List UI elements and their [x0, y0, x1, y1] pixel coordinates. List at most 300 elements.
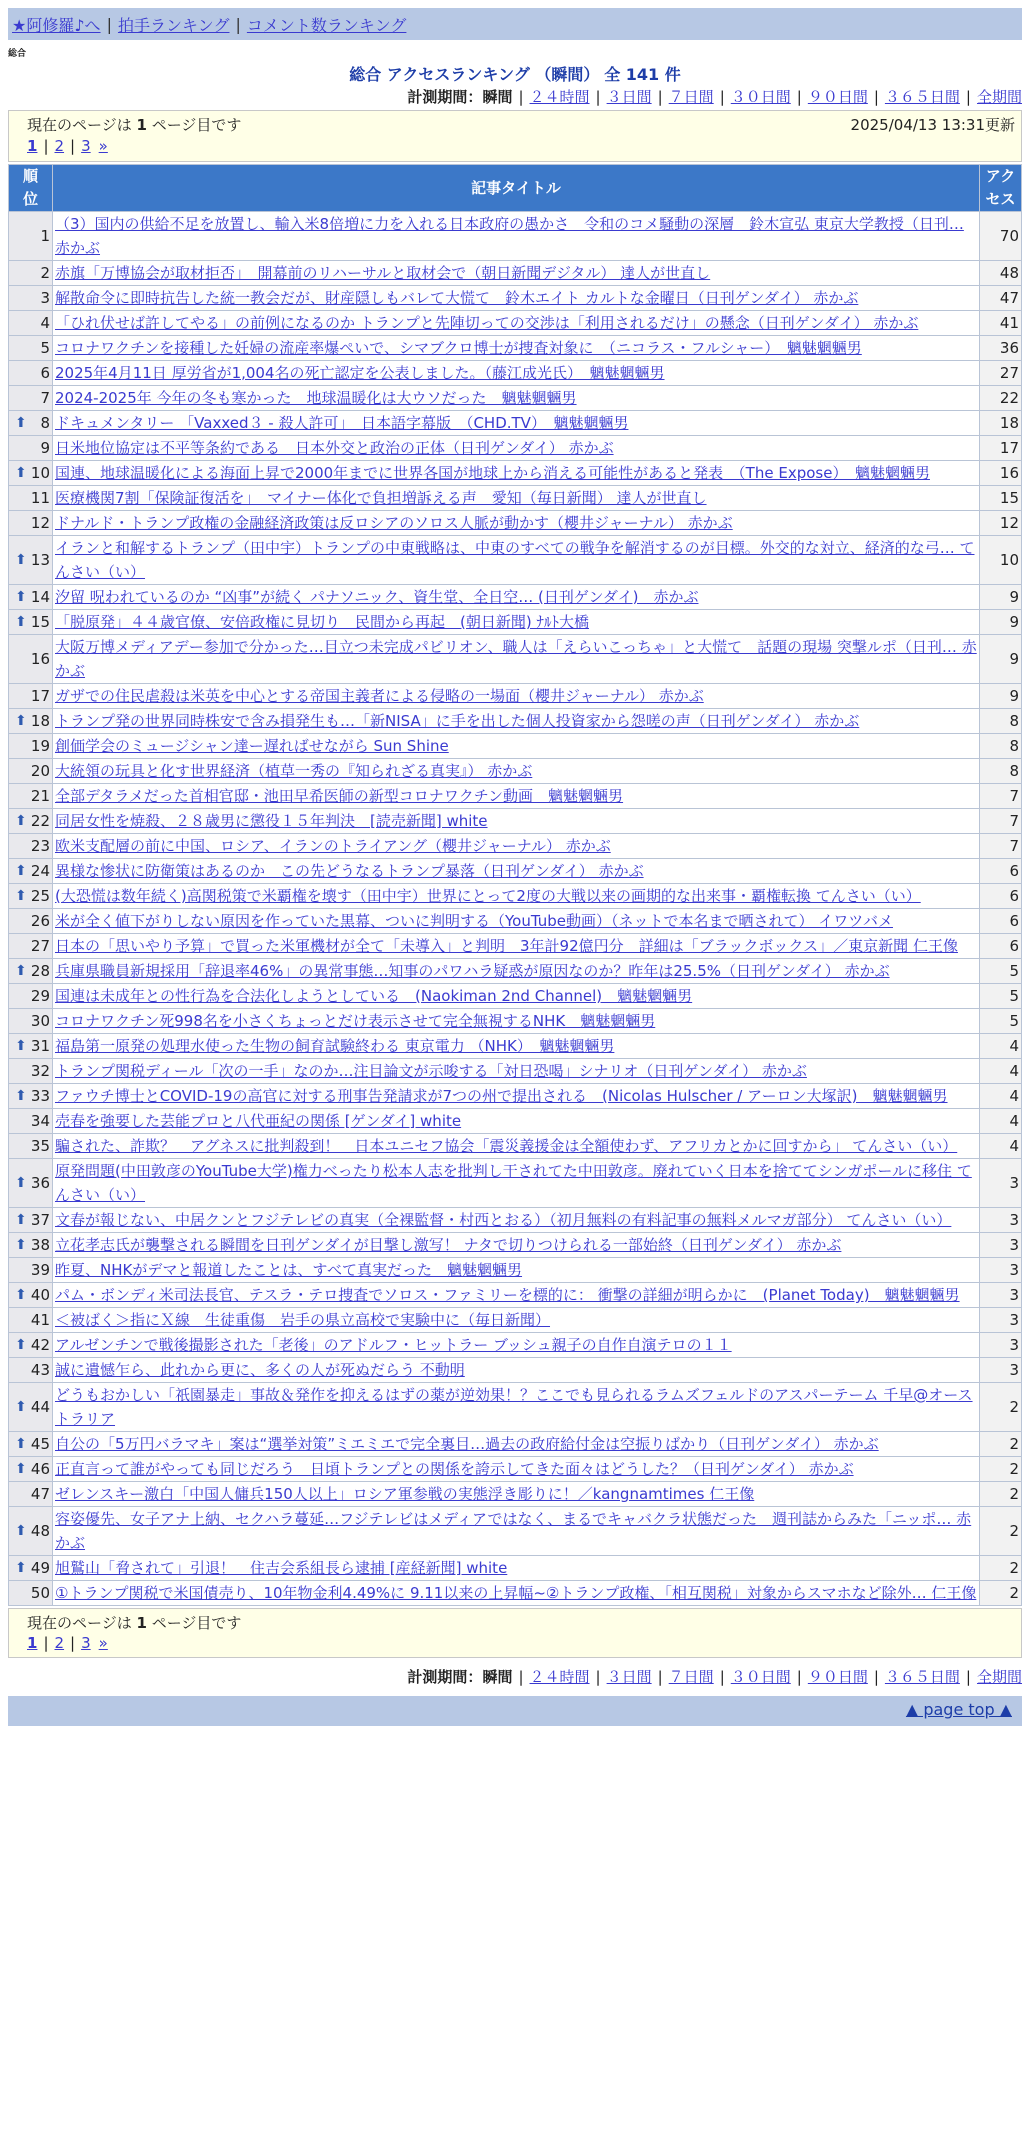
rank-number: 31 — [30, 1037, 50, 1055]
page-info-box-bottom — [8, 1608, 1022, 1658]
article-title-link[interactable]: 大統領の玩具と化す世界経済（植草一秀の『知られざる真実』） 赤かぶ — [55, 762, 533, 780]
rank-cell — [9, 984, 53, 1009]
access-count: 27 — [980, 361, 1022, 386]
article-title-link[interactable]: 創価学会のミュージシャン達ー遅ればせながら Sun Shine — [55, 737, 449, 755]
rank-cell — [9, 311, 53, 336]
table-row — [9, 1159, 1022, 1208]
article-title-link[interactable]: コロナワクチンを接種した妊婦の流産率爆ぺいで、シマブクロ博士が捜査対象に （ニコラス・フルシャー） 魑魅魍魎男 — [55, 339, 862, 357]
title-cell — [53, 709, 980, 734]
footer-bar — [8, 1696, 1022, 1726]
title-cell — [53, 1233, 980, 1258]
up-arrow-icon: ⬆ — [15, 1436, 27, 1452]
rank-cell — [9, 212, 53, 261]
access-count: 15 — [980, 486, 1022, 511]
article-title-link[interactable]: ドナルド・トランプ政権の金融経済政策は反ロシアのソロス人脈が動かす（櫻井ジャーナル） 赤かぶ — [55, 514, 733, 532]
rank-number: 29 — [30, 987, 50, 1005]
table-row — [9, 959, 1022, 984]
up-arrow-icon: ⬆ — [15, 1399, 27, 1415]
rank-number: 42 — [30, 1336, 50, 1354]
access-count: 3 — [980, 1233, 1022, 1258]
article-title-link[interactable]: (大恐慌は数年続く)高関税策で米覇権を壊す（田中宇）世界にとって2度の大戦以来の画期的な出来事・覇権転換 てんさい（い） — [55, 887, 921, 905]
page-info-suffix: ページ目です — [151, 116, 242, 134]
rank-cell — [9, 1233, 53, 1258]
article-title-link[interactable]: 旭鷲山「脅されて」引退！ 住吉会系組長ら逮捕 [産経新聞] white — [55, 1559, 508, 1577]
access-count: 2 — [980, 1556, 1022, 1581]
period-link[interactable]: ３０日間 — [730, 1668, 791, 1686]
period-separator: | — [796, 1668, 802, 1686]
period-current: 瞬間 — [482, 1668, 513, 1686]
up-arrow-icon: ⬆ — [15, 589, 27, 605]
pager-next-link[interactable]: » — [98, 1634, 108, 1652]
article-title-link[interactable]: アルゼンチンで戦後撮影された「老後」のアドルフ・ヒットラー ブッシュ親子の自作自演テロの１１ — [55, 1336, 732, 1354]
rank-cell — [9, 1507, 53, 1556]
article-title-link[interactable]: 日米地位協定は不平等条約である 日本外交と政治の正体（日刊ゲンダイ） 赤かぶ — [55, 439, 614, 457]
rank-number: 18 — [30, 712, 50, 730]
table-row — [9, 759, 1022, 784]
up-arrow-icon: ⬆ — [15, 552, 27, 568]
period-label: 計測期間： — [407, 1668, 483, 1686]
up-arrow-icon: ⬆ — [15, 863, 27, 879]
access-count: 6 — [980, 884, 1022, 909]
article-title-link[interactable]: 自公の「5万円バラマキ」案は“選挙対策”ミエミエで完全裏目…過去の政府給付金は空振りばかり（日刊ゲンダイ） 赤かぶ — [55, 1435, 879, 1453]
access-count: 10 — [980, 536, 1022, 585]
rank-cell — [9, 1432, 53, 1457]
title-cell — [53, 909, 980, 934]
access-count: 36 — [980, 336, 1022, 361]
top-nav-bar — [8, 8, 1022, 40]
up-arrow-icon: ⬆ — [15, 713, 27, 729]
title-cell — [53, 1308, 980, 1333]
rank-number: 17 — [30, 687, 50, 705]
rank-number: 38 — [30, 1236, 50, 1254]
rank-number: 34 — [30, 1112, 50, 1130]
access-count: 7 — [980, 834, 1022, 859]
rank-cell — [9, 511, 53, 536]
access-count: 48 — [980, 261, 1022, 286]
up-arrow-icon: ⬆ — [15, 813, 27, 829]
table-row — [9, 934, 1022, 959]
rank-number: 23 — [30, 837, 50, 855]
rank-number: 46 — [30, 1460, 50, 1478]
page-top-link[interactable]: ▲ page top ▲ — [905, 1700, 1012, 1719]
table-row — [9, 834, 1022, 859]
rank-number: 41 — [30, 1311, 50, 1329]
rank-cell — [9, 1084, 53, 1109]
access-count: 3 — [980, 1208, 1022, 1233]
period-link[interactable]: ３６５日間 — [884, 1668, 960, 1686]
up-arrow-icon: ⬆ — [15, 415, 27, 431]
rank-cell — [9, 461, 53, 486]
period-separator: | — [595, 1668, 601, 1686]
table-row — [9, 909, 1022, 934]
rank-cell — [9, 909, 53, 934]
rank-cell — [9, 1383, 53, 1432]
rank-cell — [9, 1358, 53, 1383]
rank-number: 49 — [30, 1559, 50, 1577]
rank-number: 27 — [30, 937, 50, 955]
access-count: 7 — [980, 784, 1022, 809]
page-info-prefix: 現在のページは — [27, 1614, 132, 1632]
table-row — [9, 884, 1022, 909]
access-count: 5 — [980, 984, 1022, 1009]
article-title-link[interactable]: コロナワクチン死998名を小さくちょっとだけ表示させて完全無視するNHK 魑魅魍魎男 — [55, 1012, 656, 1030]
access-count: 4 — [980, 1084, 1022, 1109]
title-cell — [53, 809, 980, 834]
page-info-current: 1 — [136, 116, 147, 134]
rank-cell — [9, 486, 53, 511]
table-row — [9, 261, 1022, 286]
rank-number: 11 — [30, 489, 50, 507]
article-title-link[interactable]: 売春を強要した芸能プロと八代亜紀の関係 [ゲンダイ] white — [55, 1112, 462, 1130]
applause-ranking-link[interactable]: 拍手ランキング — [117, 15, 230, 35]
rank-cell — [9, 336, 53, 361]
access-count: 2 — [980, 1507, 1022, 1556]
period-link[interactable]: 全期間 — [976, 88, 1022, 106]
period-separator: | — [719, 88, 725, 106]
rank-number: 26 — [30, 912, 50, 930]
period-separator: | — [873, 88, 879, 106]
article-title-link[interactable]: 騙された、詐欺？ アグネスに批判殺到！ 日本ユニセフ協会「震災義援金は全額使わず、アフリカとかに回すから」 てんさい（い） — [55, 1137, 958, 1155]
rank-number: 37 — [30, 1211, 50, 1229]
period-label: 計測期間： — [407, 88, 483, 106]
up-arrow-icon: ⬆ — [15, 614, 27, 630]
article-title-link[interactable]: 汐留 呪われているのか “凶事”が続く パナソニック、資生堂、全日空… (日刊ゲンダイ) 赤かぶ — [55, 588, 699, 606]
article-title-link[interactable]: 解散命令に即時抗告した統一教会だが、財産隠しもバレて大慌て 鈴木エイト カルトな金曜日（日刊ゲンダイ） 赤かぶ — [55, 289, 859, 307]
up-arrow-icon: ⬆ — [15, 1560, 27, 1576]
access-count: 2 — [980, 1383, 1022, 1432]
rank-cell — [9, 1134, 53, 1159]
access-count: 9 — [980, 635, 1022, 684]
up-arrow-icon: ⬆ — [15, 465, 27, 481]
title-cell — [53, 1383, 980, 1432]
rank-number: 45 — [30, 1435, 50, 1453]
up-arrow-icon: ⬆ — [15, 1337, 27, 1353]
access-count: 6 — [980, 934, 1022, 959]
table-row — [9, 1581, 1022, 1606]
rank-cell — [9, 1059, 53, 1084]
table-row — [9, 809, 1022, 834]
access-count: 9 — [980, 585, 1022, 610]
rank-cell — [9, 436, 53, 461]
period-link[interactable]: ７日間 — [668, 88, 714, 106]
article-title-link[interactable]: ゼレンスキー激白「中国人傭兵150人以上」ロシア軍参戦の実態浮き彫りに！／kangnamtimes 仁王像 — [55, 1485, 755, 1503]
table-row — [9, 734, 1022, 759]
article-title-link[interactable]: 容姿優先、女子アナ上納、セクハラ蔓延…フジテレビはメディアではなく、まるでキャバクラ状態だった 週刊誌からみた「ニッポ… 赤かぶ — [55, 1510, 972, 1552]
title-cell — [53, 984, 980, 1009]
table-row — [9, 859, 1022, 884]
title-cell — [53, 511, 980, 536]
article-title-link[interactable]: 異様な惨状に防衛策はあるのか この先どうなるトランプ暴落（日刊ゲンダイ） 赤かぶ — [55, 862, 644, 880]
rank-cell — [9, 784, 53, 809]
table-row — [9, 610, 1022, 635]
article-title-link[interactable]: 米が全く値下がりしない原因を作っていた黒幕、ついに判明する（YouTube動画）（ネットで本名まで晒されて） イワツバメ — [55, 912, 893, 930]
title-cell — [53, 834, 980, 859]
pager-page-link[interactable]: 3 — [81, 1634, 91, 1652]
rank-cell — [9, 635, 53, 684]
access-count: 17 — [980, 436, 1022, 461]
up-arrow-icon: ⬆ — [15, 888, 27, 904]
table-row — [9, 1084, 1022, 1109]
rank-number: 44 — [30, 1398, 50, 1416]
period-link[interactable]: ３日間 — [606, 1668, 652, 1686]
table-row — [9, 1233, 1022, 1258]
pager-current[interactable]: 1 — [27, 1634, 38, 1652]
article-title-link[interactable]: 国連、地球温暖化による海面上昇で2000年までに世界各国が地球上から消える可能性があると発表 （The Expose） 魑魅魍魎男 — [55, 464, 930, 482]
table-row — [9, 784, 1022, 809]
article-title-link[interactable]: 文春が報じない、中居クンとフジテレビの真実（全裸監督・村西とおる）（初月無料の有料記事の無料メルマガ部分） てんさい（い） — [55, 1211, 952, 1229]
article-title-link[interactable]: 医療機関7割「保険証復活を」 マイナー体化で負担増訴える声 愛知（毎日新聞） 達人が世直し — [55, 489, 707, 507]
rank-number: 12 — [30, 514, 50, 532]
access-count: 47 — [980, 286, 1022, 311]
article-title-link[interactable]: 大阪万博メディアデー参加で分かった…目立つ未完成パビリオン、職人は「えらいこっちゃ」と大慌て 話題の現場 突撃ルポ（日刊… 赤かぶ — [55, 638, 977, 680]
period-selector-bottom — [407, 1666, 1022, 1687]
article-title-link[interactable]: 「脱原発」４４歳官僚、安倍政権に見切り 民間から再起 (朝日新聞) ﾅﾙﾄ大橋 — [55, 613, 589, 631]
rank-number: 20 — [30, 762, 50, 780]
rank-number: 28 — [30, 962, 50, 980]
table-row — [9, 1134, 1022, 1159]
access-count: 22 — [980, 386, 1022, 411]
title-cell — [53, 486, 980, 511]
period-link[interactable]: ２４時間 — [529, 88, 590, 106]
rank-cell — [9, 1308, 53, 1333]
title-cell — [53, 261, 980, 286]
article-title-link[interactable]: トランプ関税ディール「次の一手」なのか…注目論文が示唆する「対日恐喝」シナリオ（日刊ゲンダイ） 赤かぶ — [55, 1062, 807, 1080]
period-link[interactable]: ３日間 — [606, 88, 652, 106]
article-title-link[interactable]: 誠に遺憾乍ら、此れから更に、多くの人が死ぬだらう 不動明 — [55, 1361, 465, 1379]
pagination-top — [27, 137, 108, 155]
article-title-link[interactable]: 同居女性を焼殺、２８歳男に懲役１５年判決 [読売新聞] white — [55, 812, 488, 830]
rank-number: 1 — [40, 227, 50, 245]
table-row — [9, 336, 1022, 361]
rank-number: 5 — [40, 339, 50, 357]
up-arrow-icon: ⬆ — [15, 963, 27, 979]
table-header-row — [9, 165, 1022, 212]
rank-column-header: 順位 — [9, 165, 53, 212]
page-info-box-top — [8, 110, 1022, 162]
title-column-header: 記事タイトル — [53, 165, 980, 212]
access-count: 9 — [980, 684, 1022, 709]
period-link[interactable]: 全期間 — [976, 1668, 1022, 1686]
rank-cell — [9, 1258, 53, 1283]
rank-cell — [9, 386, 53, 411]
title-cell — [53, 1457, 980, 1482]
title-cell — [53, 635, 980, 684]
rank-number: 21 — [30, 787, 50, 805]
table-row — [9, 1258, 1022, 1283]
rank-cell — [9, 1482, 53, 1507]
table-row — [9, 536, 1022, 585]
rank-cell — [9, 884, 53, 909]
article-title-link[interactable]: 正直言って誰がやっても同じだろう 日頃トランプとの関係を誇示してきた面々はどうした？（日刊ゲンダイ） 赤かぶ — [55, 1460, 854, 1478]
title-cell — [53, 1134, 980, 1159]
period-separator: | — [657, 88, 663, 106]
page-info-suffix: ページ目です — [151, 1614, 242, 1632]
up-arrow-icon: ⬆ — [15, 1461, 27, 1477]
article-title-link[interactable]: 原発問題(中田敦彦のYouTube大学)権力べったり松本人志を批判し干されてた中田敦彦。廃れていく日本を捨ててシンガポールに移住 てんさい（い） — [55, 1162, 972, 1204]
table-row — [9, 1208, 1022, 1233]
access-count: 4 — [980, 1109, 1022, 1134]
comment-ranking-link[interactable]: コメント数ランキング — [246, 15, 407, 35]
table-row — [9, 1109, 1022, 1134]
up-arrow-icon: ⬆ — [15, 1038, 27, 1054]
period-separator: | — [796, 88, 802, 106]
title-cell — [53, 959, 980, 984]
table-row — [9, 984, 1022, 1009]
title-cell — [53, 1581, 980, 1606]
rank-cell — [9, 759, 53, 784]
rank-cell — [9, 809, 53, 834]
table-row — [9, 1059, 1022, 1084]
rank-number: 4 — [40, 314, 50, 332]
access-count: 3 — [980, 1358, 1022, 1383]
title-cell — [53, 1009, 980, 1034]
page-heading — [0, 62, 1030, 85]
updated-timestamp: 2025/04/13 13:31更新 — [850, 116, 1015, 134]
rank-number: 50 — [30, 1584, 50, 1602]
rank-cell — [9, 934, 53, 959]
rank-number: 13 — [30, 551, 50, 569]
article-title-link[interactable]: ①トランプ関税で米国債売り、10年物金利4.49%に 9.11以来の上昇幅~②トランプ政権、「相互関税」対象からスマホなど除外… 仁王像 — [55, 1584, 977, 1602]
rank-number: 25 — [30, 887, 50, 905]
access-count: 4 — [980, 1034, 1022, 1059]
up-arrow-icon: ⬆ — [15, 1212, 27, 1228]
title-cell — [53, 1109, 980, 1134]
pager-separator: | — [43, 1634, 49, 1652]
access-count: 4 — [980, 1059, 1022, 1084]
access-count: 12 — [980, 511, 1022, 536]
article-title-link[interactable]: 兵庫県職員新規採用「辞退率46%」の異常事態…知事のパワハラ疑惑が原因なのか？昨年は25.5%（日刊ゲンダイ） 赤かぶ — [55, 962, 890, 980]
rank-cell — [9, 734, 53, 759]
article-title-link[interactable]: 赤旗「万博協会が取材拒否」 開幕前のリハーサルと取材会で（朝日新聞デジタル） 達人が世直し — [55, 264, 711, 282]
table-row — [9, 1432, 1022, 1457]
access-count: 3 — [980, 1283, 1022, 1308]
title-cell — [53, 1084, 980, 1109]
period-link[interactable]: ３０日間 — [730, 88, 791, 106]
rank-number: 3 — [40, 289, 50, 307]
period-link[interactable]: ９０日間 — [807, 1668, 868, 1686]
category-label: 総合 — [8, 49, 27, 59]
page-info-current: 1 — [136, 1614, 147, 1632]
pager-page-link[interactable]: 3 — [81, 137, 91, 155]
article-title-link[interactable]: トランプ発の世界同時株安で含み損発生も…「新NISA」に手を出した個人投資家から怨嗟の声（日刊ゲンダイ） 赤かぶ — [55, 712, 860, 730]
article-title-link[interactable]: 国連は未成年との性行為を合法化しようとしている (Naokiman 2nd Channel) 魑魅魍魎男 — [55, 987, 693, 1005]
article-title-link[interactable]: （3）国内の供給不足を放置し、輸入米8倍増に力を入れる日本政府の愚かさ 令和のコメ騒動の深層 鈴木宣弘 東京大学教授（日刊… 赤かぶ — [55, 215, 964, 257]
title-cell — [53, 1258, 980, 1283]
table-row — [9, 311, 1022, 336]
rank-cell — [9, 361, 53, 386]
rank-number: 36 — [30, 1174, 50, 1192]
access-count: 3 — [980, 1159, 1022, 1208]
access-count: 41 — [980, 311, 1022, 336]
table-row — [9, 361, 1022, 386]
pager-page-link[interactable]: 2 — [54, 137, 65, 155]
title-cell — [53, 1358, 980, 1383]
period-link[interactable]: ２４時間 — [529, 1668, 590, 1686]
article-title-link[interactable]: 立花孝志氏が襲撃される瞬間を日刊ゲンダイが目撃し激写！ ナタで切りつけられる一部始終（日刊ゲンダイ） 赤かぶ — [55, 1236, 842, 1254]
article-title-link[interactable]: どうもおかしい「祇園暴走」事故＆発作を抑えるはずの薬が逆効果！？ここでも見られるラムズフェルドのアスパーテーム 千早@オーストラリア — [55, 1386, 973, 1428]
table-row — [9, 709, 1022, 734]
pager-next-link[interactable]: » — [98, 137, 108, 155]
home-link[interactable]: ★阿修羅♪へ — [12, 15, 101, 35]
rank-number: 6 — [40, 364, 50, 382]
period-separator: | — [873, 1668, 879, 1686]
period-link[interactable]: ３６５日間 — [884, 88, 960, 106]
table-row — [9, 436, 1022, 461]
title-cell — [53, 1283, 980, 1308]
table-row — [9, 684, 1022, 709]
rank-number: 10 — [30, 464, 50, 482]
title-cell — [53, 336, 980, 361]
period-link[interactable]: ７日間 — [668, 1668, 714, 1686]
rank-cell — [9, 1009, 53, 1034]
access-count: 3 — [980, 1258, 1022, 1283]
article-title-link[interactable]: ＜被ばく＞指にＸ線 生徒重傷 岩手の県立高校で実験中に（毎日新聞） — [55, 1311, 551, 1329]
article-title-link[interactable]: パム・ボンディ米司法長官、テスラ・テロ捜査でソロス・ファミリーを標的に： 衝撃の詳細が明らかに (Planet Today) 魑魅魍魎男 — [55, 1286, 960, 1304]
title-cell — [53, 610, 980, 635]
article-title-link[interactable]: ガザでの住民虐殺は米英を中心とする帝国主義者による侵略の一場面（櫻井ジャーナル） 赤かぶ — [55, 687, 704, 705]
table-row — [9, 635, 1022, 684]
table-row — [9, 1556, 1022, 1581]
up-arrow-icon: ⬆ — [15, 1175, 27, 1191]
title-cell — [53, 386, 980, 411]
access-count: 6 — [980, 909, 1022, 934]
title-cell — [53, 411, 980, 436]
rank-number: 35 — [30, 1137, 50, 1155]
rank-number: 16 — [30, 650, 50, 668]
table-row — [9, 1034, 1022, 1059]
rank-cell — [9, 1208, 53, 1233]
article-title-link[interactable]: ファウチ博士とCOVID-19の高官に対する刑事告発請求が7つの州で提出される (Nicolas Hulscher / アーロン大塚訳) 魑魅魍魎男 — [55, 1087, 948, 1105]
rank-cell — [9, 859, 53, 884]
access-count: 5 — [980, 1009, 1022, 1034]
rank-number: 14 — [30, 588, 50, 606]
rank-number: 33 — [30, 1087, 50, 1105]
article-title-link[interactable]: 福島第一原発の処理水使った生物の飼育試験終わる 東京電力 （NHK） 魑魅魍魎男 — [55, 1037, 615, 1055]
table-row — [9, 386, 1022, 411]
pager-current[interactable]: 1 — [27, 137, 38, 155]
pager-page-link[interactable]: 2 — [54, 1634, 65, 1652]
period-separator: | — [965, 88, 971, 106]
article-title-link[interactable]: イランと和解するトランプ（田中宇）トランプの中東戦略は、中東のすべての戦争を解消するのが目標。外交的な対立、経済的な弓… てんさい（い） — [55, 539, 975, 581]
rank-number: 22 — [30, 812, 50, 830]
rank-number: 8 — [40, 414, 50, 432]
article-title-link[interactable]: ドキュメンタリー 「Vaxxed３ - 殺人許可」 日本語字幕版 （CHD.TV） 魑魅魍魎男 — [55, 414, 629, 432]
page-info — [27, 114, 241, 135]
article-title-link[interactable]: 日本の「思いやり予算」で買った米軍機材が全て「未導入」と判明 3年計92億円分 詳細は「ブラックボックス」／東京新聞 仁王像 — [55, 937, 958, 955]
access-count: 4 — [980, 1134, 1022, 1159]
article-title-link[interactable]: 全部デタラメだった首相官邸・池田早希医師の新型コロナワクチン動画 魑魅魍魎男 — [55, 787, 624, 805]
article-title-link[interactable]: 2024-2025年 今年の冬も寒かった 地球温暖化は大ウソだった 魑魅魍魎男 — [55, 389, 577, 407]
article-title-link[interactable]: 昨夏、NHKがデマと報道したことは、すべて真実だった 魑魅魍魎男 — [55, 1261, 523, 1279]
article-title-link[interactable]: 2025年4月11日 厚労省が1,004名の死亡認定を公表しました。（藤江成光氏） 魑魅魍魎男 — [55, 364, 665, 382]
rank-cell — [9, 1034, 53, 1059]
period-selector-top — [407, 86, 1022, 107]
rank-cell — [9, 1556, 53, 1581]
title-cell — [53, 1507, 980, 1556]
rank-number: 43 — [30, 1361, 50, 1379]
period-separator: | — [965, 1668, 971, 1686]
period-link[interactable]: ９０日間 — [807, 88, 868, 106]
rank-cell — [9, 610, 53, 635]
access-count: 6 — [980, 859, 1022, 884]
article-title-link[interactable]: 「ひれ伏せば許してやる」の前例になるのか トランプと先陣切っての交渉は「利用されるだけ」の懸念（日刊ゲンダイ） 赤かぶ — [55, 314, 919, 332]
up-arrow-icon: ⬆ — [15, 1237, 27, 1253]
page-title: 総合 アクセスランキング （瞬間） — [349, 65, 600, 84]
article-title-link[interactable]: 欧米支配層の前に中国、ロシア、イランのトライアング（櫻井ジャーナル） 赤かぶ — [55, 837, 611, 855]
table-row — [9, 1507, 1022, 1556]
access-count: 3 — [980, 1333, 1022, 1358]
page-info-prefix: 現在のページは — [27, 116, 132, 134]
